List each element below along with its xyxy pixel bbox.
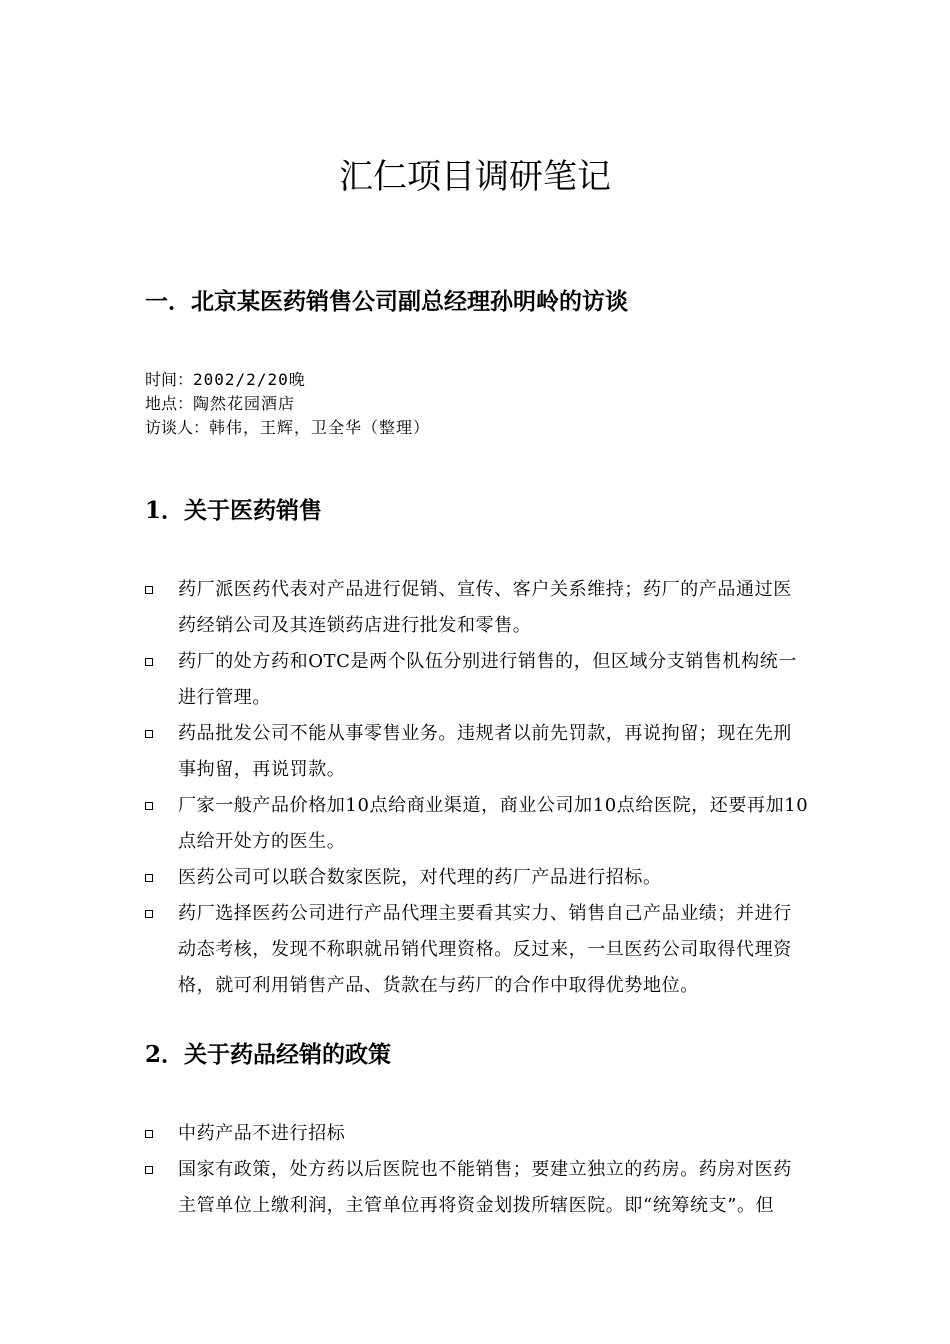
meta-time-value: 2002/2/20晚 [193, 370, 306, 389]
document-title: 汇仁项目调研笔记 [339, 157, 611, 197]
meta-interviewers-label: 访谈人： [145, 418, 210, 437]
list-item-text: 药厂派医药代表对产品进行促销、宣传、客户关系维持；药厂的产品通过医药经销公司及其连锁药店进行批发和零售。 [178, 579, 792, 636]
list-item-text: 厂家一般产品价格加10点给商业渠道，商业公司加10点给医院，还要再加10点给开处方的医生。 [178, 795, 809, 852]
list-item [145, 644, 810, 716]
meta-interviewers-value: 韩伟，王辉，卫全华（整理） [209, 418, 431, 437]
list-item [145, 896, 810, 1004]
list-item-text: 药厂的处方药和OTC是两个队伍分别进行销售的，但区域分支销售机构统一进行管理。 [178, 651, 797, 708]
meta-time-label: 时间： [145, 370, 194, 389]
list-item [145, 788, 810, 860]
topic-title: 关于医药销售 [184, 498, 323, 524]
square-bullet-icon [145, 802, 153, 810]
list-item-text: 医药公司可以联合数家医院，对代理的药厂产品进行招标。 [178, 867, 662, 888]
meta-time [145, 368, 430, 392]
square-bullet-icon [145, 586, 153, 594]
list-item-text: 药品批发公司不能从事零售业务。违规者以前先罚款，再说拘留；现在先刑事拘留，再说罚款。 [178, 723, 792, 780]
topic-heading-2 [145, 1039, 391, 1071]
topic-number: 2． [145, 1041, 185, 1068]
section-heading: 一．北京某医药销售公司副总经理孙明岭的访谈 [145, 289, 628, 315]
square-bullet-icon [145, 874, 153, 882]
square-bullet-icon [145, 1166, 153, 1174]
list-item [145, 1152, 810, 1224]
list-item [145, 716, 810, 788]
list-item [145, 572, 810, 644]
list-item-text: 国家有政策，处方药以后医院也不能销售；要建立独立的药房。药房对医药主管单位上缴利润，主管单位再将资金划拨所辖医院。即“统筹统支”。但 [178, 1159, 792, 1216]
interview-meta [145, 368, 430, 440]
meta-interviewers [145, 416, 430, 440]
list-item-text: 药厂选择医药公司进行产品代理主要看其实力、销售自己产品业绩；并进行动态考核，发现不称职就吊销代理资格。反过来，一旦医药公司取得代理资格，就可利用销售产品、货款在与药厂的合作中取得优势地位。 [178, 903, 792, 996]
list-item-text: 中药产品不进行招标 [178, 1123, 346, 1144]
topic-1-bullet-list [145, 572, 810, 1004]
meta-location-label: 地点： [145, 394, 194, 413]
square-bullet-icon [145, 1130, 153, 1138]
topic-number: 1． [145, 497, 185, 524]
topic-heading-1 [145, 495, 322, 527]
square-bullet-icon [145, 658, 153, 666]
meta-location-value: 陶然花园酒店 [193, 394, 296, 413]
list-item [145, 860, 810, 896]
meta-location [145, 392, 430, 416]
square-bullet-icon [145, 730, 153, 738]
list-item [145, 1116, 810, 1152]
topic-2-bullet-list [145, 1116, 810, 1224]
topic-title: 关于药品经销的政策 [184, 1042, 392, 1068]
square-bullet-icon [145, 910, 153, 918]
